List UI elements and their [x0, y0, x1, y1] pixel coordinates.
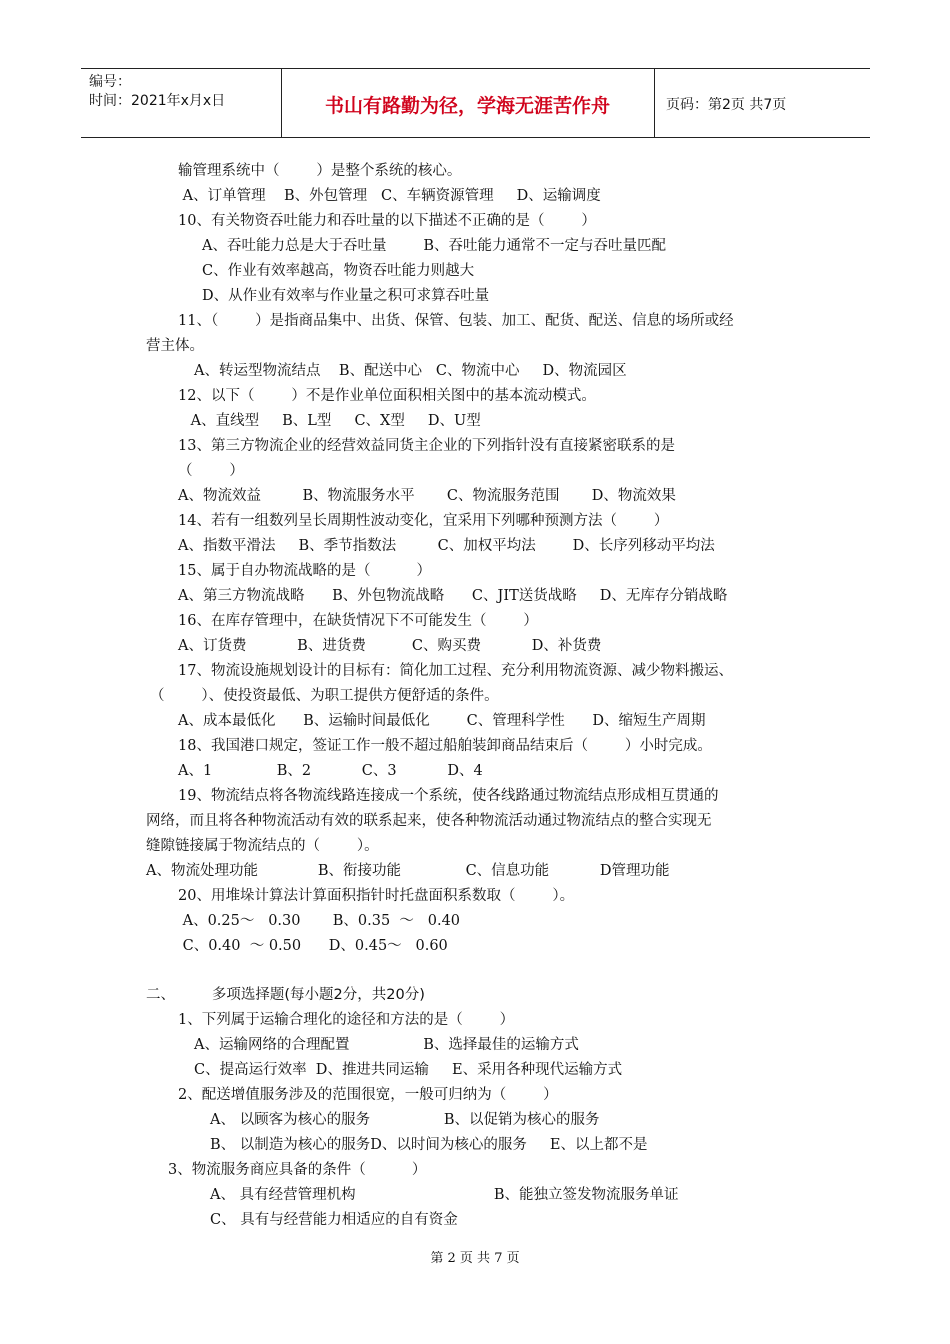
text-line: 17、物流设施规划设计的目标有：简化加工过程、充分利用物流资源、减少物料搬运、 [178, 663, 733, 679]
header-divider [654, 69, 655, 137]
text-line: A、 以顾客为核心的服务 B、以促销为核心的服务 [210, 1112, 600, 1128]
text-line: A、订货费 B、进货费 C、购买费 D、补货费 [178, 638, 602, 654]
text-line: A、成本最低化 B、运输时间最低化 C、管理科学性 D、缩短生产周期 [178, 713, 706, 729]
text-line: C、提高运行效率 D、推进共同运输 E、采用各种现代运输方式 [194, 1062, 623, 1078]
text-line: A、吞吐能力总是大于吞吐量 B、吞吐能力通常不一定与吞吐量匹配 [202, 238, 666, 254]
header-motto: 书山有路勤为径，学海无涯苦作舟 [324, 95, 610, 117]
text-line: 缝隙链接属于物流结点的（ ）。 [146, 838, 379, 854]
text-line: A、物流效益 B、物流服务水平 C、物流服务范围 D、物流效果 [178, 488, 676, 504]
text-line: 网络，而且将各种物流活动有效的联系起来，使各种物流活动通过物流结点的整合实现无 [146, 813, 712, 829]
text-line: 20、用堆垛计算法计算面积指针时托盘面积系数取（ ）。 [178, 888, 575, 904]
text-line: （ ） [178, 463, 244, 479]
header-page-code: 页码：第2页 共7页 [666, 97, 787, 113]
page-header [81, 68, 870, 138]
text-line: A、1 B、2 C、3 D、4 [178, 763, 483, 779]
header-meta [89, 73, 225, 111]
text-line: A、物流处理功能 B、衔接功能 C、信息功能 D管理功能 [146, 863, 670, 879]
text-line: A、 具有经营管理机构 B、能独立签发物流服务单证 [210, 1187, 679, 1203]
text-line: A、直线型 B、L型 C、X型 D、U型 [186, 413, 481, 429]
text-line: 11、（ ）是指商品集中、出货、保管、包装、加工、配货、配送、信息的场所或经 [178, 313, 734, 329]
text-line: 18、我国港口规定，签证工作一般不超过船舶装卸商品结束后（ ）小时完成。 [178, 738, 712, 754]
page-footer: 第 2 页 共 7 页 [430, 1251, 520, 1266]
document-code-label: 编号： [89, 74, 131, 90]
text-line: B、 以制造为核心的服务D、以时间为核心的服务 E、以上都不是 [210, 1137, 648, 1153]
text-line: 2、配送增值服务涉及的范围很宽，一般可归纳为（ ） [178, 1087, 558, 1103]
text-line: A、转运型物流结点 B、配送中心 C、物流中心 D、物流园区 [194, 363, 627, 379]
text-line: A、0.25～ 0.30 B、0.35 ～ 0.40 [178, 913, 461, 929]
text-line: 10、有关物资吞吐能力和吞吐量的以下描述不正确的是（ ） [178, 213, 596, 229]
text-line: A、第三方物流战略 B、外包物流战略 C、JIT送货战略 D、无库存分销战略 [178, 588, 728, 604]
text-line: A、指数平滑法 B、季节指数法 C、加权平均法 D、长序列移动平均法 [178, 538, 715, 554]
text-line: C、作业有效率越高，物资吞吐能力则越大 [202, 263, 475, 279]
text-line: 3、物流服务商应具备的条件（ ） [168, 1162, 427, 1178]
text-line: 1、下列属于运输合理化的途径和方法的是（ ） [178, 1012, 515, 1028]
text-line: 14、若有一组数列呈长周期性波动变化，宜采用下列哪种预测方法（ ） [178, 513, 669, 529]
text-line: 15、属于自办物流战略的是（ ） [178, 563, 432, 579]
text-line: 输管理系统中（ ）是整个系统的核心。 [178, 163, 462, 179]
text-line: 12、以下（ ）不是作业单位面积相关图中的基本流动模式。 [178, 388, 596, 404]
text-line: （ ）、使投资最低、为职工提供方便舒适的条件。 [150, 688, 499, 704]
text-line: A、运输网络的合理配置 B、选择最佳的运输方式 [194, 1037, 579, 1053]
text-line: A、订单管理 B、外包管理 C、车辆资源管理 D、运输调度 [178, 188, 601, 204]
section-heading: 二、 多项选择题(每小题2分，共20分) [146, 987, 425, 1003]
text-line: 营主体。 [146, 338, 204, 354]
document-date: 时间：2021年x月x日 [89, 93, 226, 109]
text-line: 16、在库存管理中，在缺货情况下不可能发生（ ） [178, 613, 538, 629]
text-line: C、 具有与经营能力相适应的自有资金 [210, 1212, 458, 1228]
text-line: 13、第三方物流企业的经营效益同货主企业的下列指针没有直接紧密联系的是 [178, 438, 675, 454]
text-line: C、0.40 ～ 0.50 D、0.45～ 0.60 [178, 938, 448, 954]
text-line: 19、物流结点将各物流线路连接成一个系统，使各线路通过物流结点形成相互贯通的 [178, 788, 719, 804]
text-line: D、从作业有效率与作业量之积可求算吞吐量 [202, 288, 490, 304]
